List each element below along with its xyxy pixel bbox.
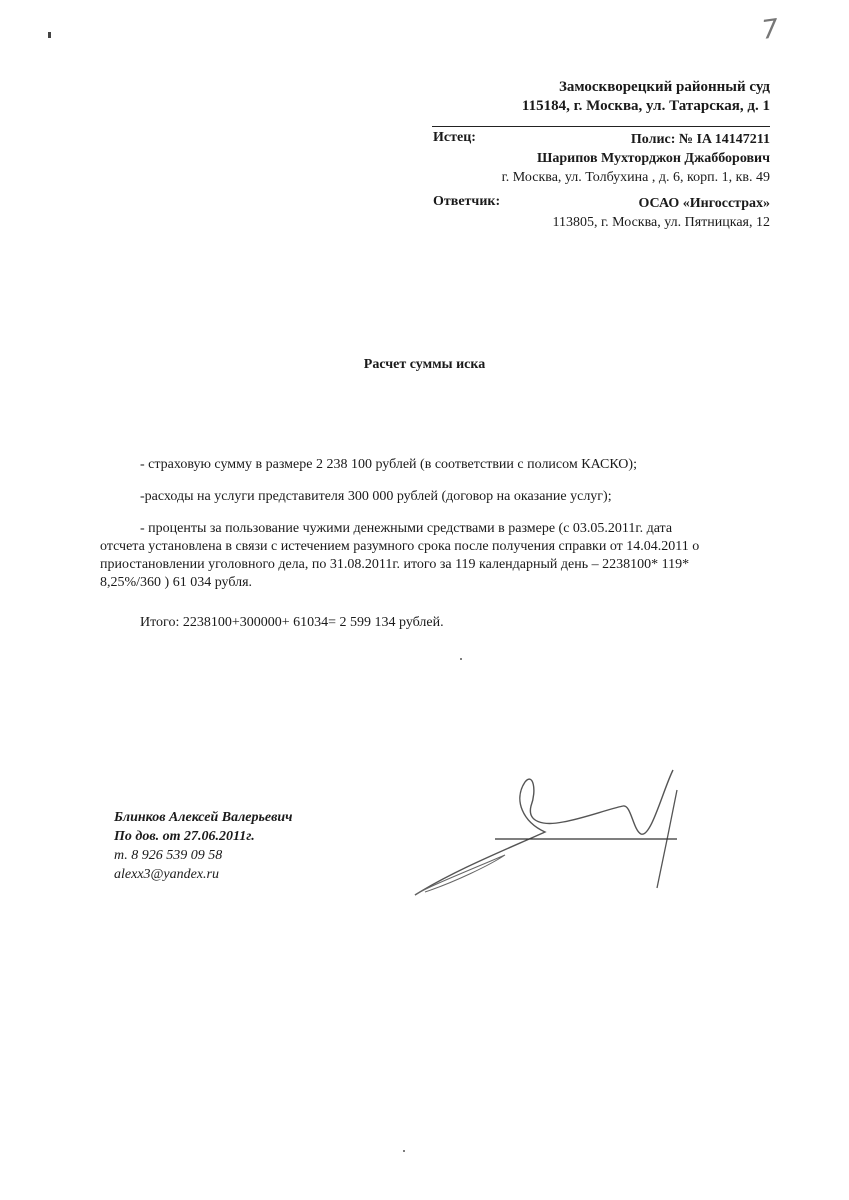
claim-item-representative: -расходы на услуги представителя 300 000 рублей (договор на оказание услуг); [140, 489, 612, 504]
defendant-name: ОСАО «Ингосстрах» [638, 196, 770, 211]
plaintiff-label: Истец: [433, 130, 476, 145]
scan-edge-mark [48, 32, 51, 38]
plaintiff-name: Шарипов Мухторджон Джабборович [537, 151, 770, 166]
signer-authority: По дов. от 27.06.2011г. [114, 829, 255, 844]
signer-block [114, 808, 293, 884]
claim-item-insurance: - страховую сумму в размере 2 238 100 рублей (в соответствии с полисом КАСКО); [140, 457, 637, 472]
plaintiff-address: г. Москва, ул. Толбухина , д. 6, корп. 1, кв. 49 [501, 170, 770, 185]
scan-speck [460, 658, 462, 660]
signature-loop [415, 855, 505, 895]
defendant-address: 113805, г. Москва, ул. Пятницкая, 12 [552, 215, 770, 230]
defendant-label: Ответчик: [433, 194, 501, 209]
plaintiff-policy: Полис: № IA 14147211 [630, 132, 770, 147]
court-address: 115184, г. Москва, ул. Татарская, д. 1 [521, 98, 770, 114]
handwritten-page-number: 7 [760, 13, 781, 46]
defendant-block [552, 194, 770, 232]
document-title: Расчет суммы иска [363, 357, 486, 372]
signer-email: alexx3@yandex.ru [114, 867, 219, 882]
scan-speck [403, 1150, 405, 1152]
claim-item-interest: - проценты за пользование чужими денежными средствами в размере (с 03.05.2011г. дата отсчета установлена в связи с истечением разумного срока после получения справки от 14.04.2011 о приостановлении уголовного дела, по 31.08.2011г. итого за 119 календарный день – 2238100* 119* 8,25%/360 ) 61 034 рубля. [100, 521, 700, 590]
court-header [522, 78, 770, 116]
handwritten-signature [395, 760, 705, 910]
signer-phone: т. 8 926 539 09 58 [114, 848, 223, 863]
signer-name: Блинков Алексей Валерьевич [114, 810, 293, 825]
court-name: Замоскворецкий районный суд [558, 79, 770, 95]
header-divider [432, 126, 770, 127]
calculation-body [100, 456, 700, 646]
plaintiff-block [502, 130, 770, 187]
claim-total: Итого: 2238100+300000+ 61034= 2 599 134 рублей. [140, 615, 444, 630]
